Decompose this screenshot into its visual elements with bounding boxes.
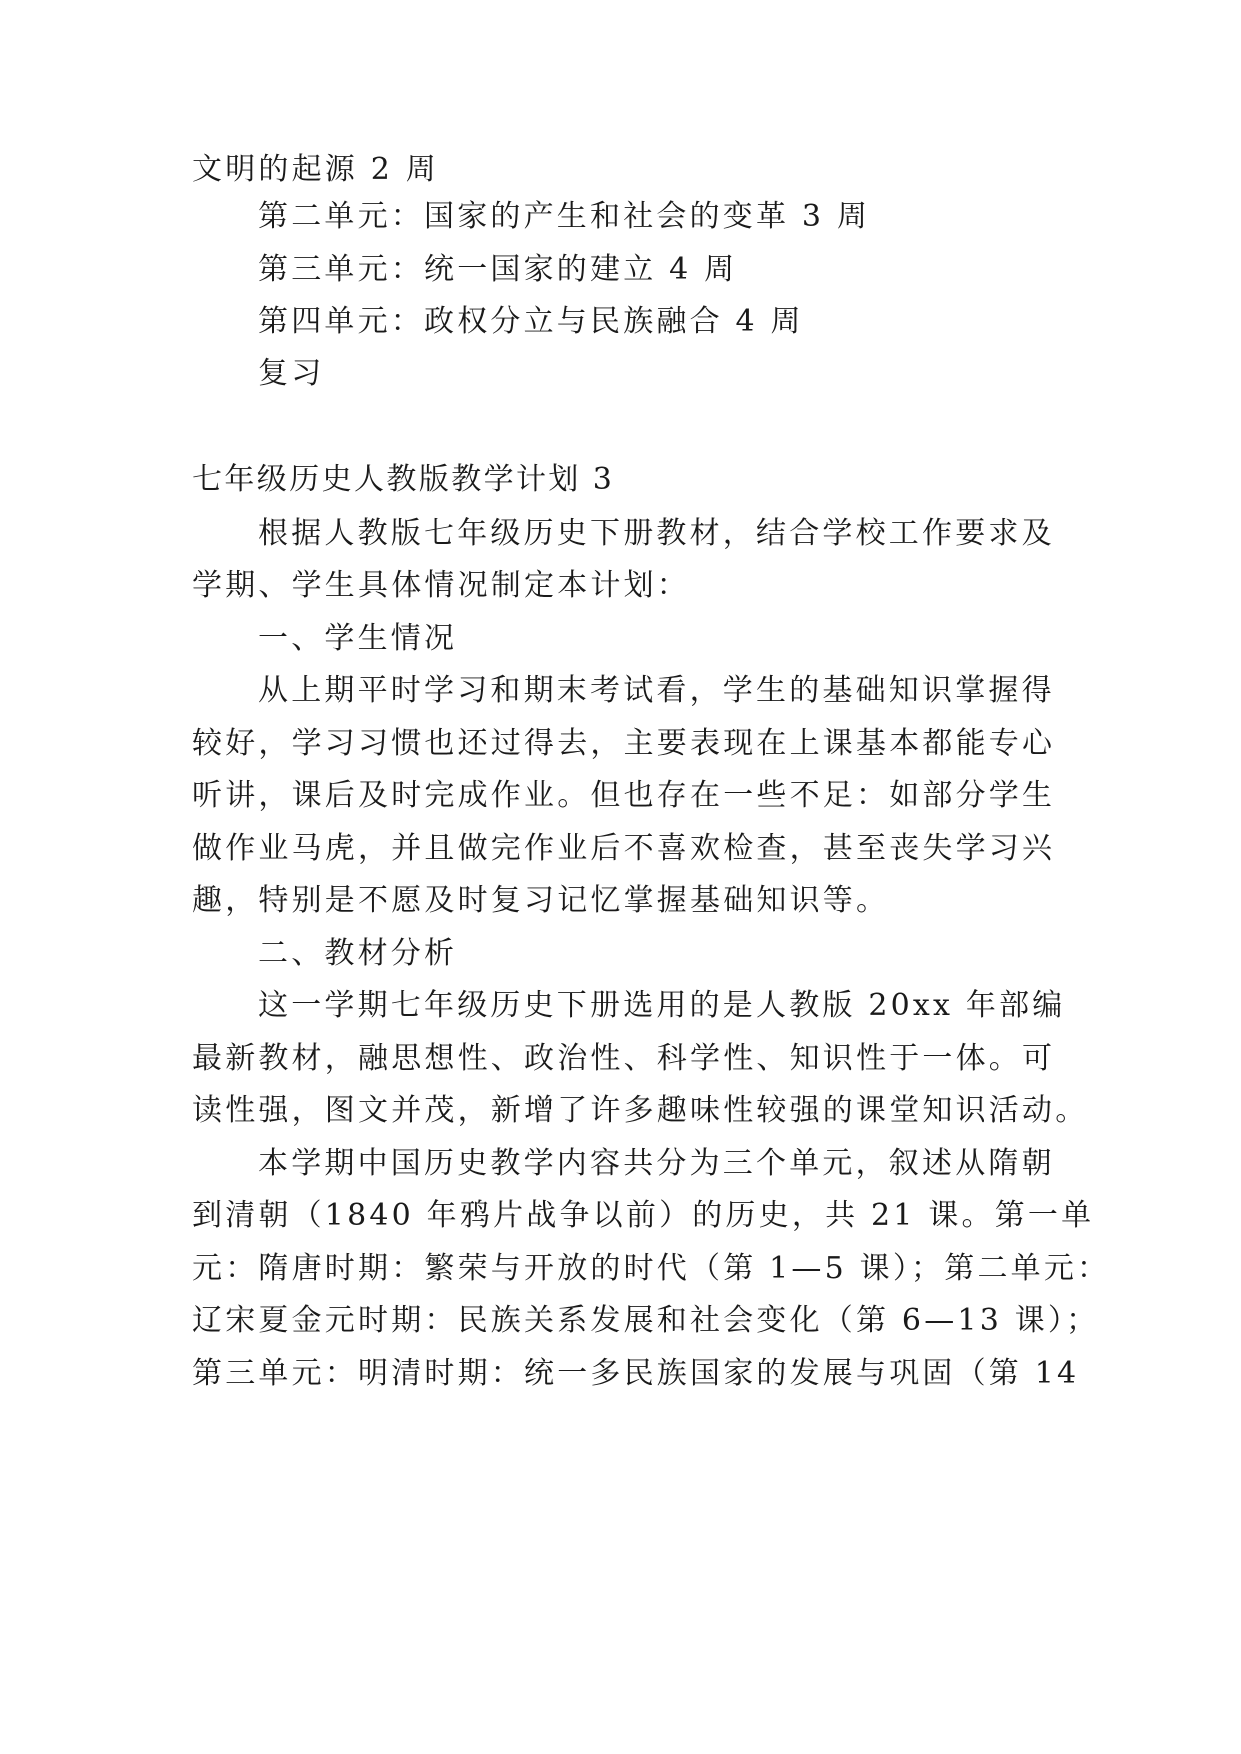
section1-heading: 一、学生情况 — [258, 621, 458, 656]
section1-line-4: 做作业马虎，并且做完作业后不喜欢检查，甚至丧失学习兴 — [192, 831, 1056, 866]
section2-p2-line-1: 本学期中国历史教学内容共分为三个单元，叙述从隋朝 — [258, 1146, 1055, 1181]
section2-p2-line-4: 辽宋夏金元时期：民族关系发展和社会变化（第 6—13 课）； — [192, 1303, 1100, 1338]
section2-p2-line-2: 到清朝（1840 年鸦片战争以前）的历史，共 21 课。第一单 — [192, 1198, 1095, 1233]
section2-p1-line-1: 这一学期七年级历史下册选用的是人教版 20xx 年部编 — [258, 988, 1066, 1023]
section2-p2-line-3: 元：隋唐时期：繁荣与开放的时代（第 1—5 课）；第二单元： — [192, 1251, 1111, 1286]
review-line: 复习 — [258, 356, 325, 391]
unit4-line: 第四单元：政权分立与民族融合 4 周 — [258, 304, 804, 339]
section1-line-1: 从上期平时学习和期末考试看，学生的基础知识掌握得 — [258, 673, 1055, 708]
section2-heading: 二、教材分析 — [258, 936, 458, 971]
section1-line-3: 听讲，课后及时完成作业。但也存在一些不足：如部分学生 — [192, 778, 1056, 813]
section2-p1-line-2: 最新教材，融思想性、政治性、科学性、知识性于一体。可 — [192, 1041, 1056, 1076]
section2-p1-line-3: 读性强，图文并茂，新增了许多趣味性较强的课堂知识活动。 — [192, 1093, 1089, 1128]
intro-line-2: 学期、学生具体情况制定本计划： — [192, 568, 690, 603]
intro-line-1: 根据人教版七年级历史下册教材，结合学校工作要求及 — [258, 516, 1055, 551]
plan3-title: 七年级历史人教版教学计划 3 — [192, 462, 615, 497]
section1-line-5: 趣，特别是不愿及时复习记忆掌握基础知识等。 — [192, 883, 890, 918]
unit2-line: 第二单元：国家的产生和社会的变革 3 周 — [258, 199, 871, 234]
section1-line-2: 较好，学习习惯也还过得去，主要表现在上课基本都能专心 — [192, 726, 1056, 761]
unit3-line: 第三单元：统一国家的建立 4 周 — [258, 252, 738, 287]
section2-p2-line-5: 第三单元：明清时期：统一多民族国家的发展与巩固（第 14 — [192, 1356, 1080, 1391]
unit1-tail-line: 文明的起源 2 周 — [192, 152, 439, 187]
